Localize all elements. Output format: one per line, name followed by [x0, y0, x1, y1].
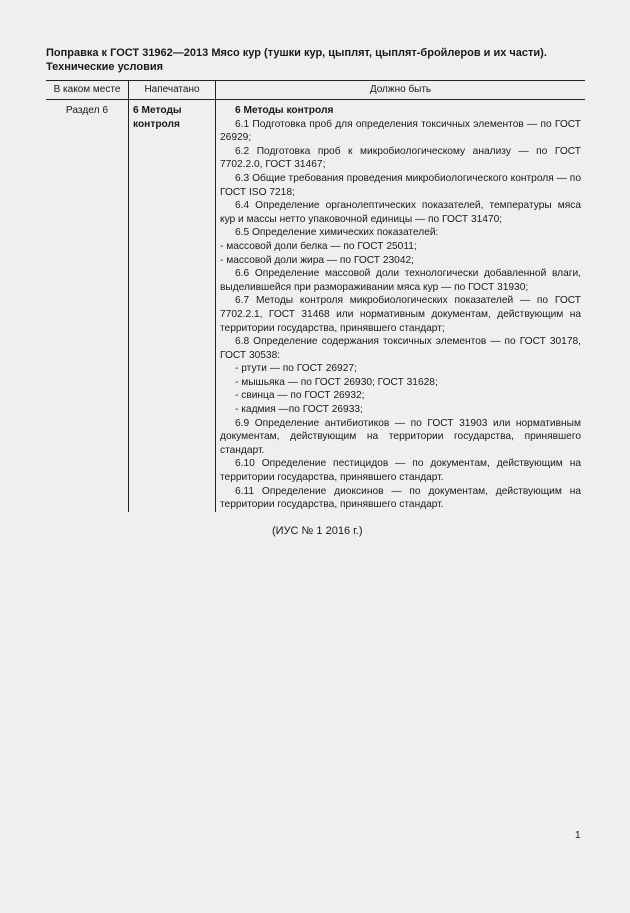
- clause-6-1: 6.1 Подготовка проб для определения токсичных элементов — по ГОСТ 26929;: [220, 118, 581, 144]
- clause-6-7: 6.7 Методы контроля микробиологических показателей — по ГОСТ 7702.2.1, ГОСТ 31468 или нормативным документам, действующим на территории государства, принявшего стандарт;: [220, 295, 581, 334]
- clause-6-5-item: - массовой доли белка — по ГОСТ 25011;: [220, 240, 417, 252]
- page-number: 1: [575, 830, 581, 841]
- printed-word-2: контроля: [133, 118, 180, 130]
- header-place: В каком месте: [46, 81, 129, 100]
- header-should-be: Должно быть: [216, 81, 586, 100]
- table-header-row: [46, 81, 585, 100]
- header-printed: Напечатано: [129, 81, 216, 100]
- clause-6-8-item: - кадмия —по ГОСТ 26933;: [235, 404, 363, 416]
- correction-table: [46, 80, 585, 512]
- clause-6-2: 6.2 Подготовка проб к микробиологическому анализу — по ГОСТ 7702.2.0, ГОСТ 31467;: [220, 145, 581, 171]
- table-row: [46, 100, 585, 512]
- clause-6-8: 6.8 Определение содержания токсичных элементов — по ГОСТ 30178, ГОСТ 30538:: [220, 336, 581, 361]
- section-heading: 6 Методы контроля: [235, 105, 334, 116]
- cell-should-be: [216, 100, 586, 512]
- clause-6-8-item: - мышьяка — по ГОСТ 26930; ГОСТ 31628;: [235, 376, 438, 388]
- clause-6-6: 6.6 Определение массовой доли технологически добавленной влаги, выделившейся при размораживании мяса кур — по ГОСТ 31930;: [220, 268, 581, 293]
- clause-6-8-item: - ртути — по ГОСТ 26927;: [235, 363, 357, 375]
- clause-6-9: 6.9 Определение антибиотиков — по ГОСТ 31903 или нормативным документам, действующим на территории государства, принявшего стандарт.: [220, 417, 581, 456]
- document-title: Поправка к ГОСТ 31962—2013 Мясо кур (тушки кур, цыплят, цыплят-бройлеров и их части). Технические условия: [46, 47, 547, 73]
- clause-6-5-item: - массовой доли жира — по ГОСТ 23042;: [220, 254, 414, 266]
- printed-word-1: 6 Методы: [133, 105, 182, 116]
- clause-6-4: 6.4 Определение органолептических показателей, температуры мяса кур и массы нетто упаковочной единицы — по ГОСТ 31470;: [220, 200, 581, 225]
- clause-6-8-item: - свинца — по ГОСТ 26932;: [235, 390, 365, 402]
- clause-6-10: 6.10 Определение пестицидов — по документам, действующим на территории государства, принявшего стандарт.: [220, 458, 581, 484]
- clause-6-5: 6.5 Определение химических показателей:: [235, 227, 439, 239]
- cell-printed: [129, 100, 216, 512]
- ius-reference: (ИУС № 1 2016 г.): [272, 525, 363, 537]
- cell-place: Раздел 6: [46, 100, 129, 512]
- clause-6-11: 6.11 Определение диоксинов — по документам, действующим на территории государства, принявшего стандарт.: [220, 485, 581, 511]
- clause-6-3: 6.3 Общие требования проведения микробиологического контроля — по ГОСТ ISO 7218;: [220, 172, 581, 198]
